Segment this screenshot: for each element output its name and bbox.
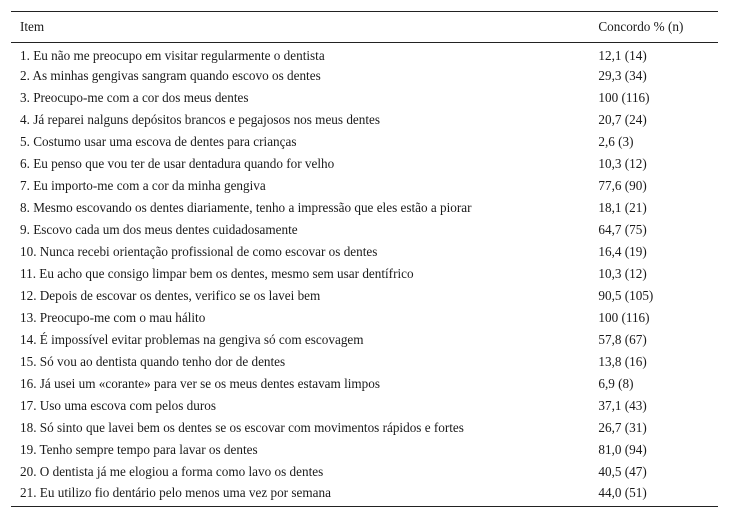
item-cell: 17. Uso uma escova com pelos duros [20,398,216,414]
item-cell: 6. Eu penso que vou ter de usar dentadura quando for velho [20,156,335,172]
table-row [11,329,718,351]
item-cell: 7. Eu importo-me com a cor da minha gengiva [20,178,266,194]
table-row [11,219,718,241]
survey-table-container [11,11,718,507]
item-cell: 2. As minhas gengivas sangram quando escovo os dentes [20,68,321,84]
item-cell: 8. Mesmo escovando os dentes diariamente, tenho a impressão que eles estão a piorar [20,200,472,216]
value-cell: 2,6 (3) [598,134,634,150]
item-cell: 5. Costumo usar uma escova de dentes para crianças [20,134,297,150]
value-cell: 64,7 (75) [598,222,647,238]
table-row [11,285,718,307]
item-cell: 12. Depois de escovar os dentes, verifico se os lavei bem [20,288,321,304]
item-cell: 19. Tenho sempre tempo para lavar os dentes [20,442,258,458]
survey-table [11,11,718,507]
table-row [11,417,718,439]
column-header-value: Concordo % (n) [598,19,684,35]
table-row [11,439,718,461]
value-cell: 6,9 (8) [598,376,634,392]
table-row [11,395,718,417]
table-row [11,483,718,507]
value-cell: 16,4 (19) [598,244,647,260]
table-row [11,65,718,87]
item-cell: 9. Escovo cada um dos meus dentes cuidadosamente [20,222,298,238]
value-cell: 10,3 (12) [598,156,647,172]
table-row [11,175,718,197]
table-row [11,43,718,66]
value-cell: 57,8 (67) [598,332,647,348]
table-row [11,153,718,175]
item-cell: 10. Nunca recebi orientação profissional de como escovar os dentes [20,244,378,260]
table-row [11,87,718,109]
table-row [11,373,718,395]
table-header [11,12,718,43]
table-row [11,109,718,131]
item-cell: 13. Preocupo-me com o mau hálito [20,310,206,326]
value-cell: 29,3 (34) [598,68,647,84]
item-cell: 18. Só sinto que lavei bem os dentes se os escovar com movimentos rápidos e fortes [20,420,464,436]
item-cell: 15. Só vou ao dentista quando tenho dor de dentes [20,354,286,370]
value-cell: 81,0 (94) [598,442,647,458]
column-header-item: Item [20,19,45,35]
item-cell: 20. O dentista já me elogiou a forma como lavo os dentes [20,464,324,480]
value-cell: 100 (116) [598,310,650,326]
item-cell: 14. É impossível evitar problemas na gengiva só com escovagem [20,332,364,348]
table-row [11,351,718,373]
item-cell: 3. Preocupo-me com a cor dos meus dentes [20,90,249,106]
item-cell: 11. Eu acho que consigo limpar bem os dentes, mesmo sem usar dentífrico [20,266,414,282]
table-body [11,43,718,507]
table-row [11,263,718,285]
table-row [11,307,718,329]
value-cell: 40,5 (47) [598,464,647,480]
item-cell: 4. Já reparei nalguns depósitos brancos e pegajosos nos meus dentes [20,112,381,128]
value-cell: 77,6 (90) [598,178,647,194]
value-cell: 12,1 (14) [598,48,647,64]
table-row [11,241,718,263]
value-cell: 18,1 (21) [598,200,647,216]
table-row [11,461,718,483]
value-cell: 13,8 (16) [598,354,647,370]
value-cell: 90,5 (105) [598,288,654,304]
value-cell: 26,7 (31) [598,420,647,436]
header-row [11,12,718,43]
value-cell: 37,1 (43) [598,398,647,414]
item-cell: 16. Já usei um «corante» para ver se os meus dentes estavam limpos [20,376,380,392]
value-cell: 20,7 (24) [598,112,647,128]
table-row [11,131,718,153]
value-cell: 10,3 (12) [598,266,647,282]
table-row [11,197,718,219]
item-cell: 21. Eu utilizo fio dentário pelo menos uma vez por semana [11,483,589,507]
value-cell: 100 (116) [598,90,650,106]
item-cell: 1. Eu não me preocupo em visitar regularmente o dentista [20,48,325,64]
value-cell: 44,0 (51) [589,483,718,507]
